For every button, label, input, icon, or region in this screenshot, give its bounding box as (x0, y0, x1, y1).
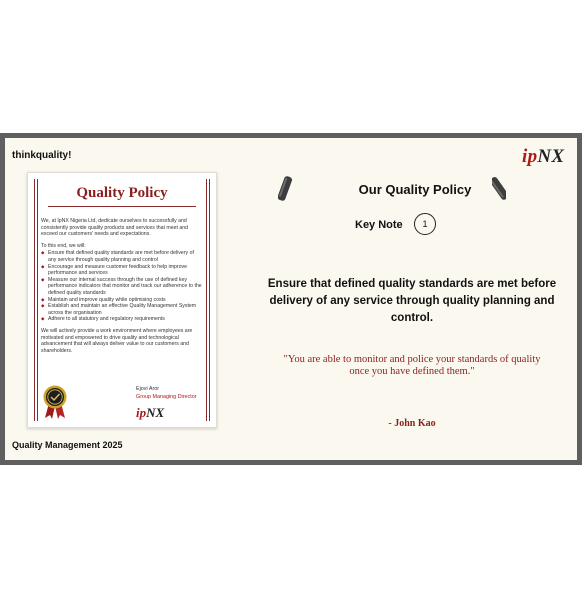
key-note-statement: Ensure that defined quality standards are met before delivery of any service through quality planning and control. (267, 278, 557, 324)
list-item: ◆ Establish and maintain an effective Quality Management System across the organisation (41, 303, 202, 316)
logo-prefix: ip (136, 405, 147, 420)
signatory-role: Group Managing Director (136, 394, 197, 400)
quote-author: - John Kao (388, 418, 436, 429)
list-item: ◆ Measure our internal success through the use of defined key performance indicators that monitor and track our adherence to the defined quality standards (41, 277, 202, 297)
slide-frame (0, 133, 582, 465)
award-seal-icon (42, 385, 68, 419)
document-logo (136, 405, 164, 421)
list-item: ◆ Ensure that defined quality standards are met before delivery of any service through quality planning and control (41, 250, 202, 263)
document-title-underline (48, 206, 196, 207)
logo-prefix: ip (522, 146, 538, 167)
document-intro: We, at IpNX Nigeria Ltd, dedicate ourselves to successfully and consistently provide quality products and services that meet and exceed our customers' needs and expectations. (41, 218, 189, 238)
document-closing: We will actively provide a work environment where employees are motivated and empowered to drive quality and technological advancement that will always deliver value to our customers and shareholders. (41, 327, 193, 354)
key-note-label: Key Note (355, 219, 403, 231)
footer-caption: Quality Management 2025 (12, 440, 123, 450)
document-commitment-list (41, 250, 202, 323)
list-item: ◆ Adhere to all statutory and regulatory requirements (41, 316, 202, 323)
signatory-name: Ejovi Aror (136, 386, 160, 392)
list-item: ◆ Maintain and improve quality while optimising costs (41, 297, 202, 304)
document-border-line (37, 179, 38, 421)
slide (5, 138, 577, 460)
panel-title: Our Quality Policy (358, 182, 472, 197)
list-item: ◆ Encourage and measure customer feedback to help improve performance and services (41, 264, 202, 277)
logo-suffix: NX (146, 405, 165, 420)
company-logo (522, 146, 564, 168)
document-border-line (209, 179, 210, 421)
quote-text: "You are able to monitor and police your standards of quality once you have defined them." (283, 354, 541, 377)
brand-tagline: thinkquality! (12, 150, 72, 161)
document-border-line (34, 179, 35, 421)
document-body (41, 218, 202, 359)
document-lead: To this end, we will: (41, 242, 86, 249)
document-border-line (206, 179, 207, 421)
quality-policy-document (27, 172, 217, 428)
logo-suffix: NX (537, 146, 565, 167)
key-note-number-badge: 1 (414, 213, 436, 235)
document-title: Quality Policy (76, 185, 168, 201)
